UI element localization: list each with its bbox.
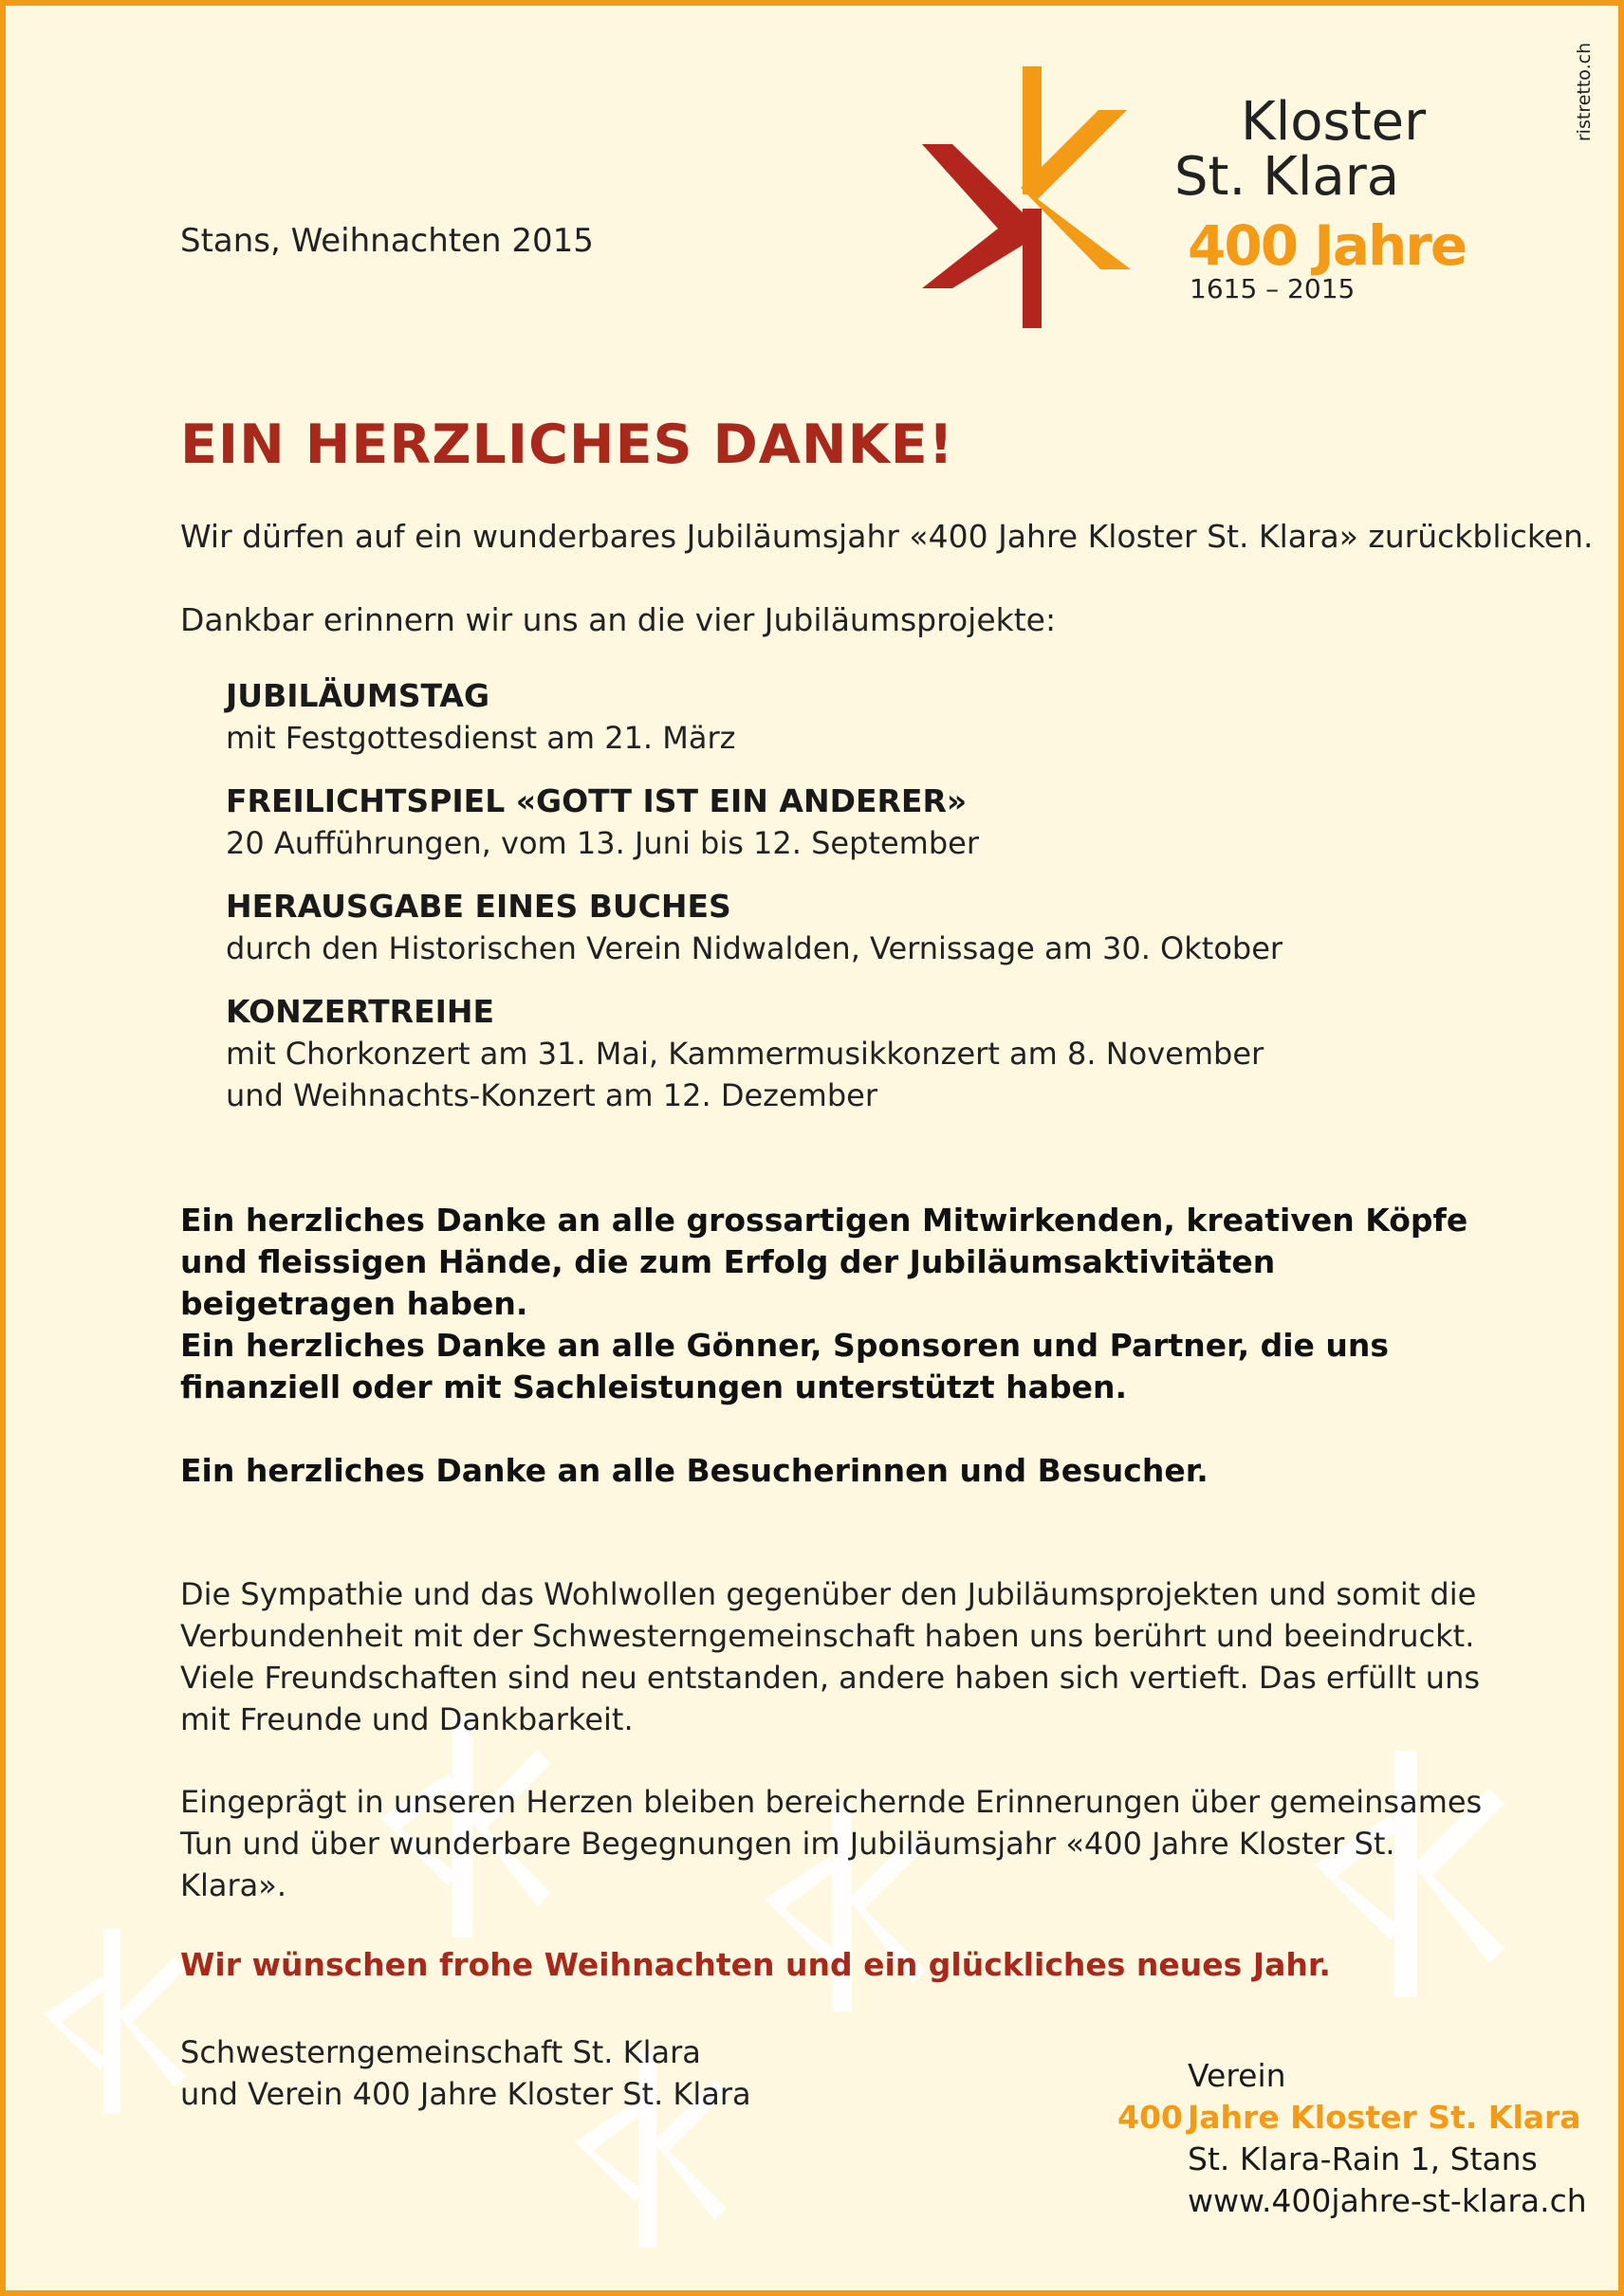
k-logo-icon (920, 66, 1186, 341)
verein-label: Verein (1188, 2057, 1286, 2094)
thanks-paragraph: Ein herzliches Danke an alle grossartigen Mitwirkenden, kreativen Köpfe und fleissigen Hände, die zum Erfolg der Jubiläumsaktivitäten beigetragen haben. (180, 1202, 1468, 1322)
verein-address-block (1117, 2055, 1611, 2222)
logo-years: 400 Jahre (1188, 213, 1467, 278)
logo-line1: Kloster (1241, 91, 1427, 153)
verein-number: 400 (1117, 2099, 1183, 2136)
verein-name: Jahre Kloster St. Klara (1188, 2099, 1581, 2136)
intro-text: Wir dürfen auf ein wunderbares Jubiläumsjahr «400 Jahre Kloster St. Klara» zurückblicken. (180, 518, 1594, 555)
christmas-wish: Wir wünschen frohe Weihnachten und ein glückliches neues Jahr. (180, 1946, 1331, 1983)
logo-range: 1615 – 2015 (1190, 273, 1356, 304)
body-paragraph: Eingeprägt in unseren Herzen bleiben bereichernde Erinnerungen über gemeinsames Tun und über wunderbare Begegnungen im Jubiläumsjahr «400 Jahre Kloster St. Klara». (180, 1784, 1483, 1903)
body-paragraph: Die Sympathie und das Wohlwollen gegenüber den Jubiläumsprojekten und somit die Verbundenheit mit der Schwesterngemeinschaft haben uns berührt und beeindruckt. Viele Freundschaften sind neu entstanden, andere haben sich vertieft. Das erfüllt uns mit Freunde und Dankbarkeit. (180, 1576, 1481, 1737)
kloster-logo (920, 66, 1480, 341)
verein-name-line (1117, 2097, 1611, 2139)
project-title: KONZERTREIHE (226, 993, 495, 1030)
headline: EIN HERZLICHES DANKE! (180, 413, 954, 476)
designer-credit: ristretto.ch (1574, 42, 1595, 142)
project-item (226, 991, 1364, 1116)
thanks-paragraph: Ein herzliches Danke an alle Besucherinnen und Besucher. (180, 1452, 1209, 1489)
project-title: FREILICHTSPIEL «GOTT IST EIN ANDERER» (226, 782, 968, 819)
thanks-paragraph: Ein herzliches Danke an alle Gönner, Sponsoren und Partner, die uns finanziell oder mit Sachleistungen unterstützt haben. (180, 1327, 1390, 1405)
logo-line2: St. Klara (1174, 146, 1400, 208)
project-title: HERAUSGABE EINES BUCHES (226, 888, 731, 925)
project-item (226, 675, 1364, 759)
project-detail: durch den Historischen Verein Nidwalden, Vernissage am 30. Oktober (226, 930, 1283, 966)
project-item (226, 781, 1364, 864)
signature: Schwesterngemeinschaft St. Klara und Verein 400 Jahre Kloster St. Klara (180, 2034, 751, 2112)
project-detail: mit Festgottesdienst am 21. März (226, 720, 736, 756)
watermark-k-icon (44, 1926, 186, 2116)
logo-name (1174, 91, 1427, 208)
date-line: Stans, Weihnachten 2015 (180, 222, 594, 260)
project-title: JUBILÄUMSTAG (226, 677, 490, 714)
projects-intro: Dankbar erinnern wir uns an die vier Jubiläumsprojekte: (180, 601, 1057, 638)
project-detail: 20 Aufführungen, vom 13. Juni bis 12. September (226, 825, 979, 861)
project-item (226, 886, 1364, 969)
project-detail: mit Chorkonzert am 31. Mai, Kammermusikkonzert am 8. November und Weihnachts-Konzert am 12. Dezember (226, 1036, 1264, 1113)
verein-address: St. Klara-Rain 1, Stans (1188, 2140, 1538, 2177)
verein-website[interactable]: www.400jahre-st-klara.ch (1188, 2182, 1587, 2219)
